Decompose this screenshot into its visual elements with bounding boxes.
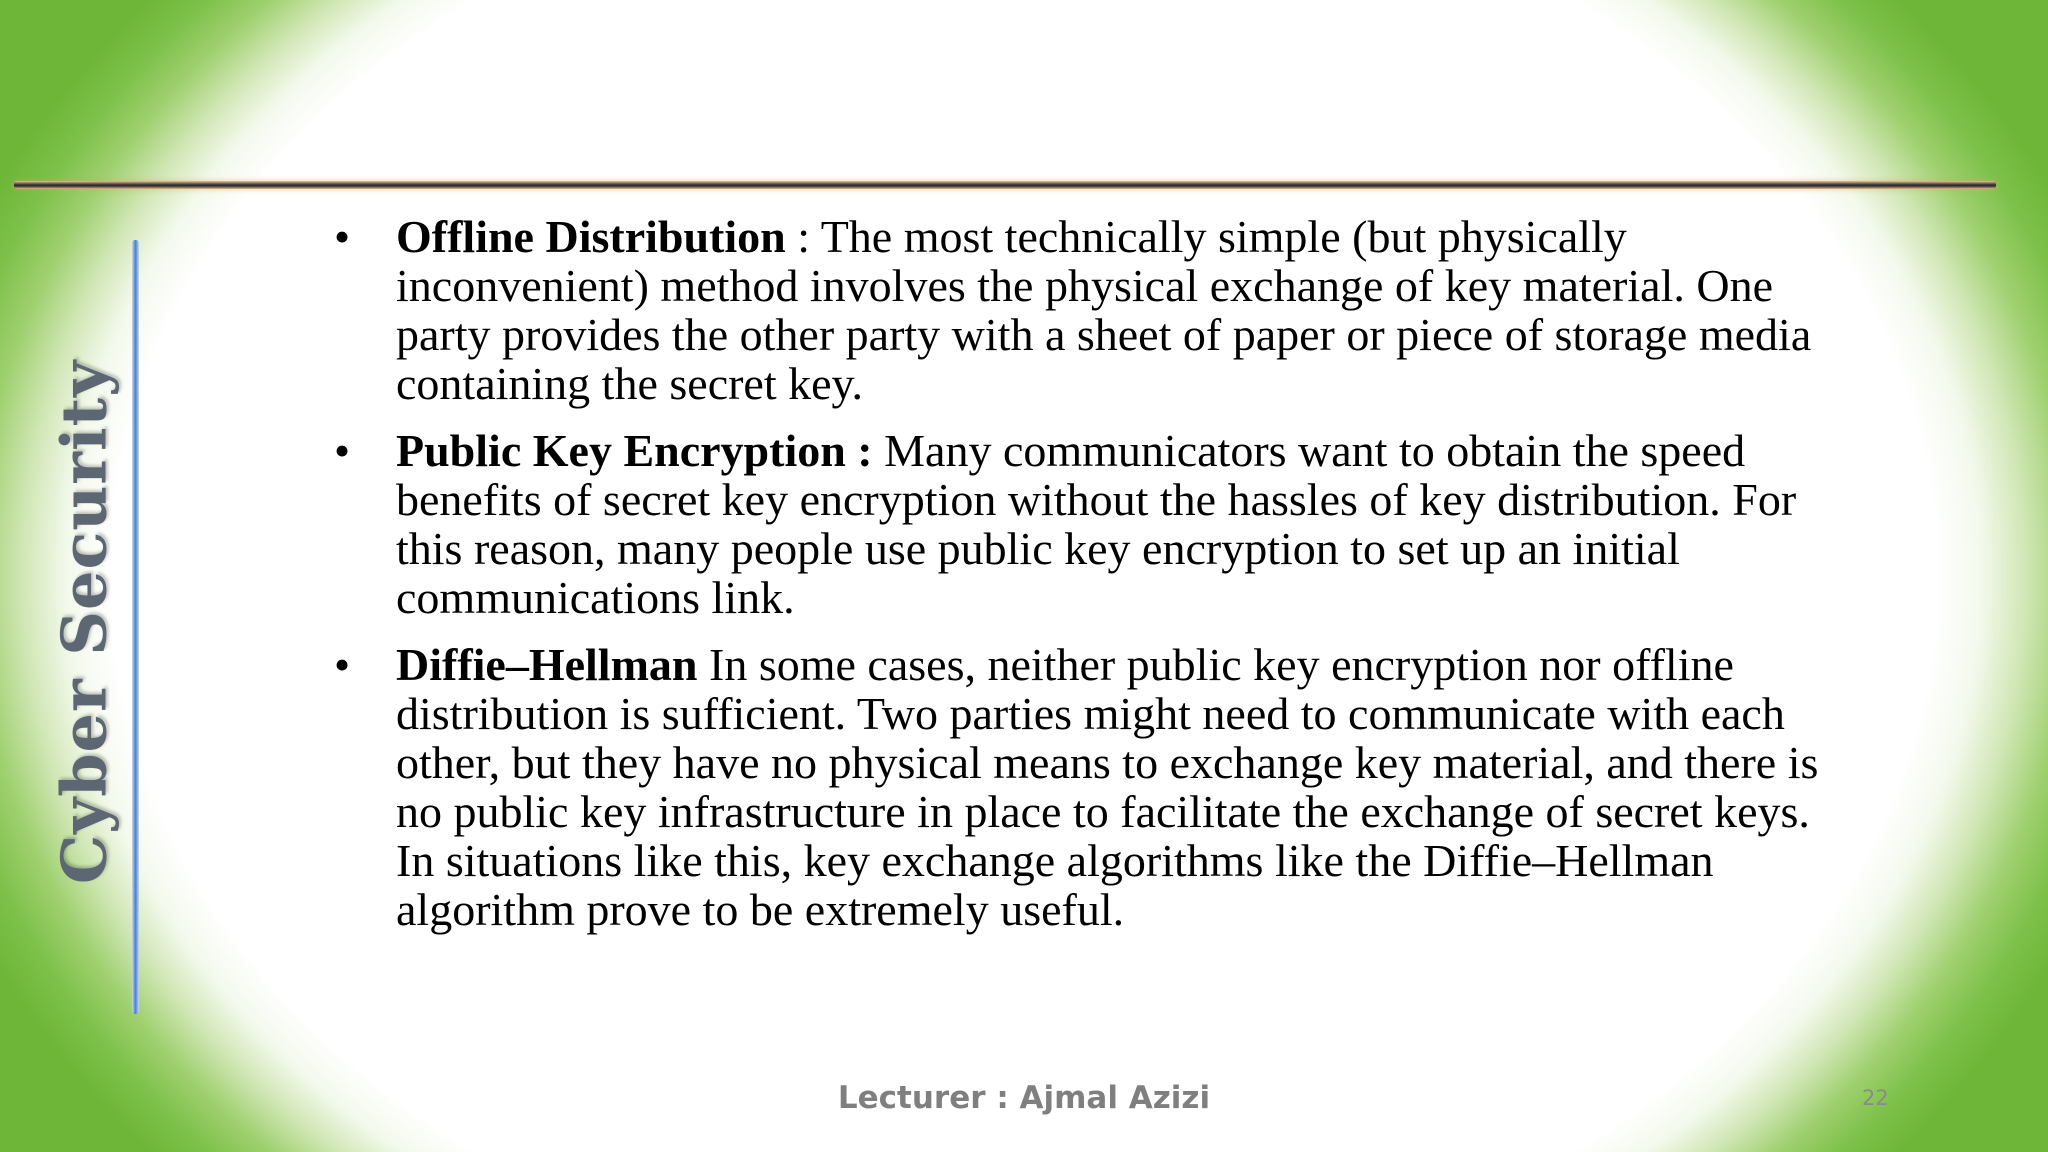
bullet-list: [334, 212, 1854, 952]
bullet-text: In some cases, neither public key encryption nor offline distribution is sufficient. Two parties might need to communicate with each other, but they have no physical means to exchange key material, and there is no public key infrastructure in place to facilitate the exchange of secret keys. In situations like this, key exchange algorithms like the Diffie–Hellman algorithm prove to be extremely useful.: [396, 639, 1819, 935]
bullet-marker: •: [334, 425, 351, 476]
side-title: Cyber Security: [47, 359, 121, 885]
bullet-public-key-encryption: [334, 426, 1854, 622]
bullet-marker: •: [334, 211, 351, 262]
bullet-term: Diffie–Hellman: [396, 639, 698, 690]
bullet-text: Many communicators want to obtain the speed benefits of secret key encryption without the hassles of key distribution. For this reason, many people use public key encryption to set up an initial communications link.: [396, 425, 1797, 623]
page-number: 22: [1862, 1086, 1889, 1110]
side-divider: [132, 240, 139, 1014]
bullet-term: Public Key Encryption :: [396, 425, 885, 476]
bullet-text: : The most technically simple (but physically inconvenient) method involves the physical exchange of key material. One party provides the other party with a sheet of paper or piece of storage media containing the secret key.: [396, 211, 1812, 409]
bullet-offline-distribution: [334, 212, 1854, 408]
bullet-marker: •: [334, 639, 351, 690]
header-divider: [14, 181, 1996, 189]
footer-lecturer: Lecturer : Ajmal Azizi: [837, 1080, 1211, 1116]
bullet-term: Offline Distribution: [396, 211, 786, 262]
bullet-diffie-hellman: [334, 640, 1854, 934]
